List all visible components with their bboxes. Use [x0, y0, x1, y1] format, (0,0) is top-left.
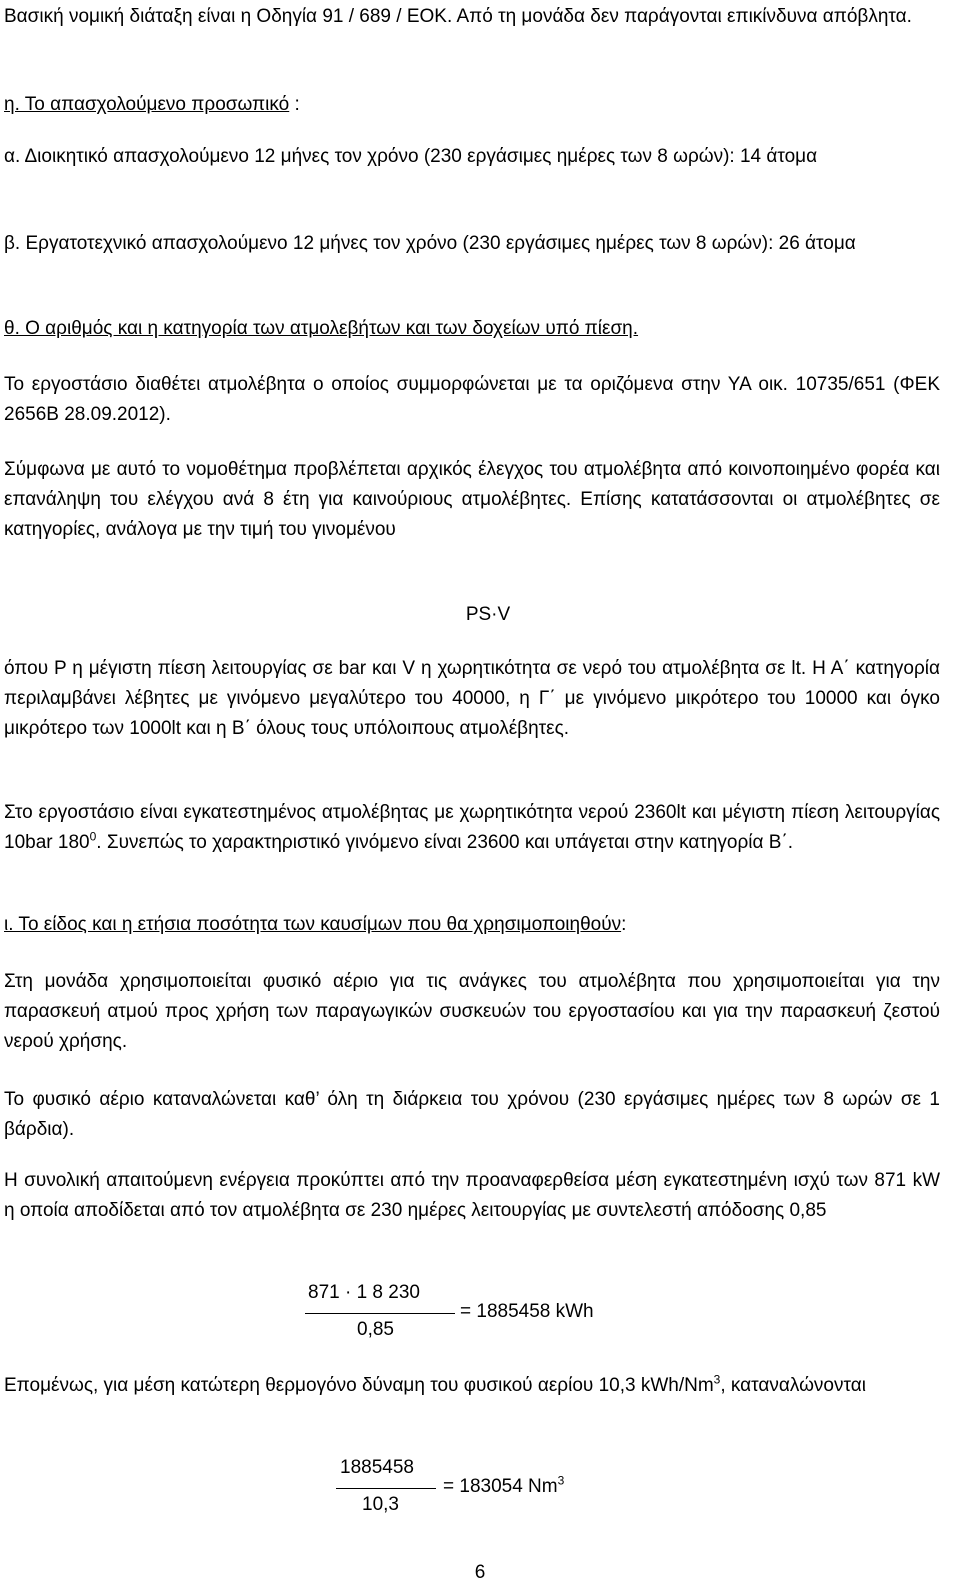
- equation-energy-denominator: 0,85: [357, 1319, 394, 1340]
- equation-energy-numerator: 871 · 1 8 230: [308, 1282, 420, 1303]
- heading-personnel-text: η. Το απασχολούμενο προσωπικό: [4, 94, 290, 115]
- heating-value-superscript: 3: [713, 1372, 721, 1387]
- paragraph-legislation: Σύμφωνα με αυτό το νομοθέτημα προβλέπεται αρχικός έλεγχος του ατμολέβητα από κοινοποιημένο φορέα και επανάληψη του ελέγχου ανά 8 έτη για καινούριους ατμολέβητες. Επίσης κατατάσσονται οι ατμολέβητες σε κατηγορίες, ανάλογα με την τιμή του γινομένου: [4, 459, 940, 540]
- heating-value-text-2: , καταναλώνονται: [720, 1375, 866, 1396]
- equation-gas-volume-numerator: 1885458: [340, 1457, 414, 1478]
- list-item-admin-staff: α. Διοικητικό απασχολούμενο 12 μήνες τον χρόνο (230 εργάσιμες ημέρες των 8 ωρών): 14 άτομα: [4, 146, 818, 167]
- paragraph-natural-gas-use: Στη μονάδα χρησιμοποιείται φυσικό αέριο για τις ανάγκες του ατμολέβητα που χρησιμοποιείται για την παρασκευή ατμού προς χρήση των παραγωγικών συσκευών του εργοστασίου και για την παρασκευή ζεστού νερού χρήσης.: [4, 971, 940, 1052]
- heading-fuels-colon: :: [621, 914, 627, 935]
- heading-boilers-text: θ. Ο αριθμός και η κατηγορία των ατμολεβήτων και των δοχείων υπό πίεση.: [4, 318, 639, 339]
- page-number: 6: [474, 1562, 486, 1583]
- paragraph-required-energy: Η συνολική απαιτούμενη ενέργεια προκύπτει από την προαναφερθείσα μέση εγκατεστημένη ισχύ των 871 kW η οποία αποδίδεται από τον ατμολέβητα σε 230 ημέρες λειτουργίας με συντελεστή απόδοσης 0,85: [4, 1170, 940, 1221]
- heading-personnel-colon: :: [289, 94, 300, 115]
- equation-gas-volume-denominator: 10,3: [362, 1494, 399, 1515]
- equation-gas-volume-result-superscript: 3: [557, 1473, 565, 1488]
- paragraph-consumption-period: Το φυσικό αέριο καταναλώνεται καθ’ όλη τη διάρκεια του χρόνου (230 εργάσιμες ημέρες των 8 ωρών σε 1 βάρδια).: [4, 1089, 940, 1140]
- installed-boiler-superscript: 0: [89, 829, 97, 844]
- heating-value-text-1: Επομένως, για μέση κατώτερη θερμογόνο δύναμη του φυσικού αερίου 10,3 kWh/Nm: [4, 1375, 714, 1396]
- equation-gas-volume-result-text: = 183054 Nm: [443, 1476, 558, 1497]
- installed-boiler-text-2: . Συνεπώς το χαρακτηριστικό γινόμενο είναι 23600 και υπάγεται στην κατηγορία Β΄.: [96, 832, 794, 853]
- equation-gas-volume-result: [443, 1473, 565, 1498]
- equation-gas-volume-fraction-bar: [336, 1488, 436, 1489]
- equation-energy-result: = 1885458 kWh: [460, 1301, 594, 1322]
- paragraph-categories: όπου P η μέγιστη πίεση λειτουργίας σε bar και V η χωρητικότητα σε νερό του ατμολέβητα σε lt. Η Α΄ κατηγορία περιλαμβάνει λέβητες με γινόμενο μεγαλύτερο του 40000, η Γ΄ με γινόμενο μικρότερο του 10000 και όγκο μικρότερο των 1000lt και η Β΄ όλους τους υπόλοιπους ατμολέβητες.: [4, 658, 940, 739]
- paragraph-directive: Βασική νομική διάταξη είναι η Οδηγία 91 / 689 / ΕΟΚ. Από τη μονάδα δεν παράγονται επικίνδυνα απόβλητα.: [4, 6, 912, 27]
- heading-fuels-text: ι. Το είδος και η ετήσια ποσότητα των καυσίμων που θα χρησιμοποιηθούν: [4, 914, 622, 935]
- installed-boiler-text-1: Στο εργοστάσιο είναι εγκατεστημένος ατμολέβητας με χωρητικότητα νερού 2360lt και μέγιστη πίεση λειτουργίας 10bar 180: [4, 802, 940, 853]
- paragraph-ministerial-decision: Το εργοστάσιο διαθέτει ατμολέβητα ο οποίος συμμορφώνεται με τα οριζόμενα στην ΥΑ οικ. 10735/651 (ΦΕΚ 2656Β 28.09.2012).: [4, 374, 940, 425]
- list-item-technical-staff: β. Εργατοτεχνικό απασχολούμενο 12 μήνες τον χρόνο (230 εργάσιμες ημέρες των 8 ωρών): 26 άτομα: [4, 233, 856, 254]
- formula-ps-v: PS·V: [465, 604, 511, 625]
